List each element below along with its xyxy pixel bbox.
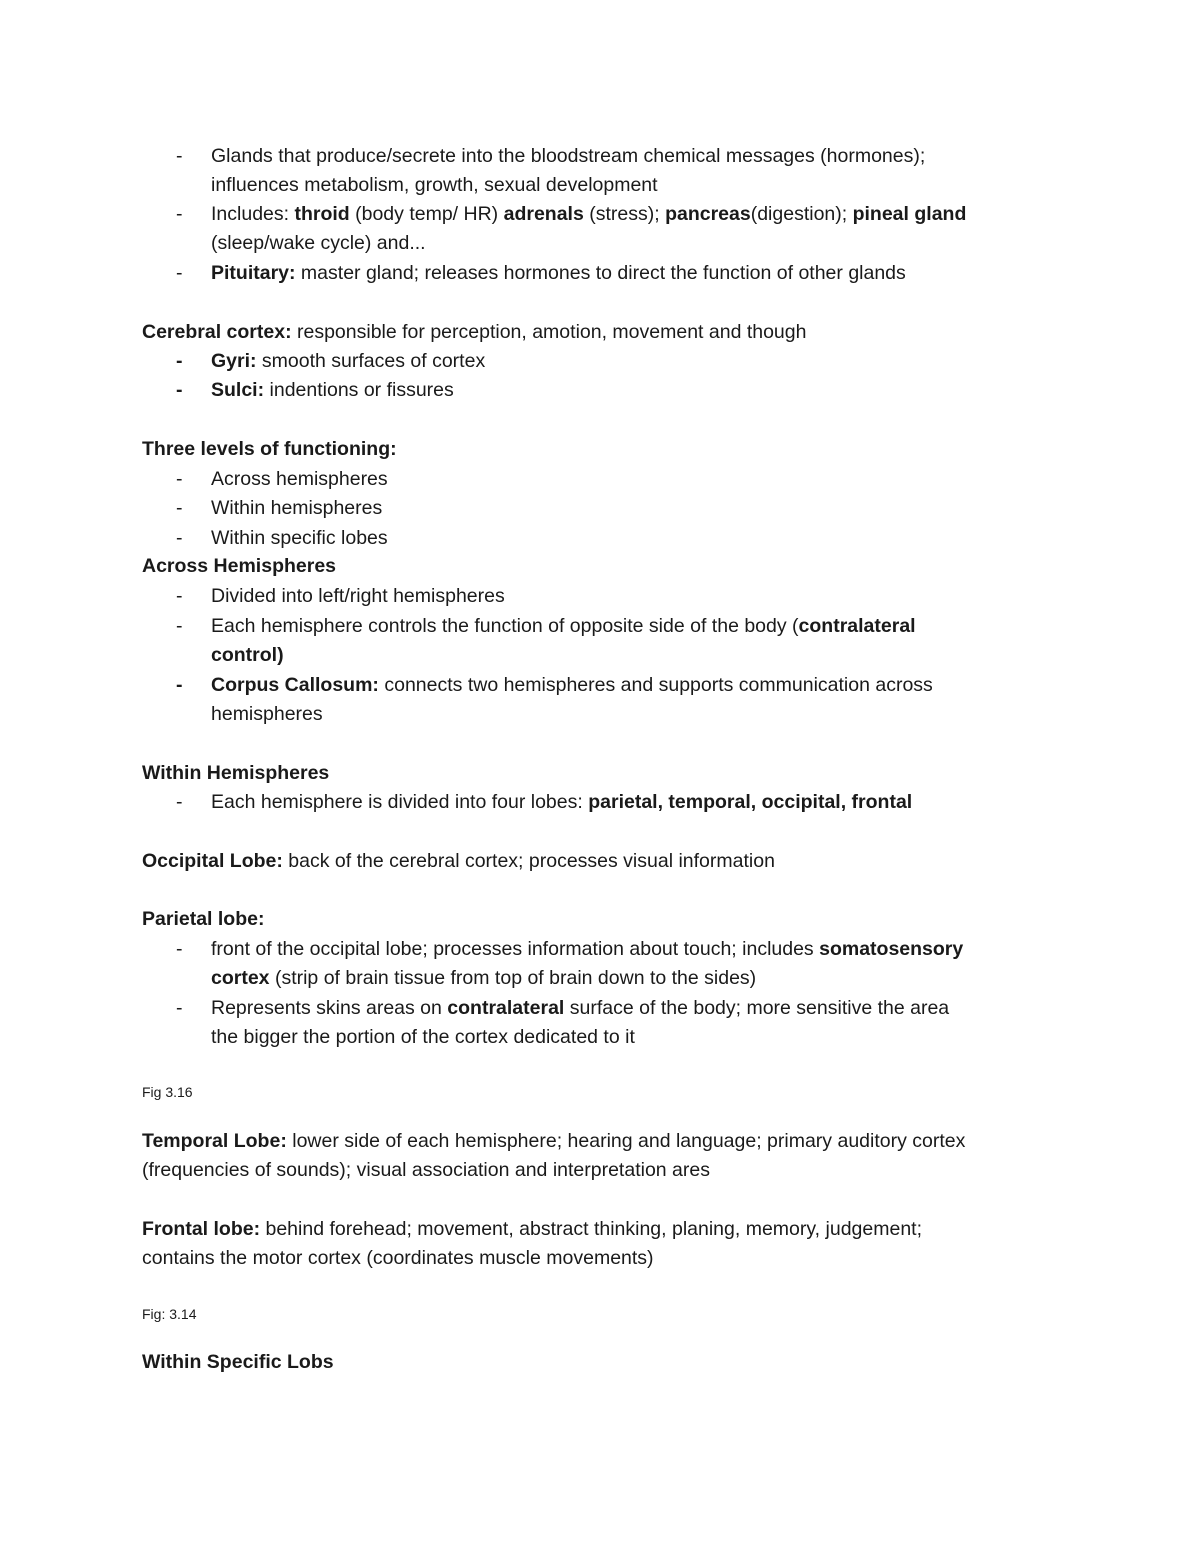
bullet-dash: - bbox=[176, 527, 183, 549]
across-item2-text: Each hemisphere controls the function of opposite side of the body ( bbox=[211, 615, 799, 637]
parietal-item1-line2-text: (strip of brain tissue from top of brain down to the sides) bbox=[269, 967, 757, 989]
gyri-term: Gyri: bbox=[211, 350, 257, 372]
frontal-lobe-line2: contains the motor cortex (coordinates muscle movements) bbox=[142, 1247, 654, 1269]
parietal-item2-text: Represents skins areas on bbox=[211, 997, 448, 1019]
parietal-item1-line1 bbox=[211, 937, 963, 961]
bullet-dash: - bbox=[176, 791, 183, 813]
frontal-lobe-line1 bbox=[142, 1217, 922, 1241]
corpus-callosum-line2: hemispheres bbox=[211, 703, 323, 725]
includes-label: Includes: bbox=[211, 203, 295, 225]
within-item1 bbox=[211, 790, 912, 814]
bullet-dash: - bbox=[176, 203, 183, 225]
bullet-dash: - bbox=[176, 145, 183, 167]
bullet-dash: - bbox=[176, 674, 183, 696]
gyri-desc: smooth surfaces of cortex bbox=[256, 350, 486, 372]
bullet-dash: - bbox=[176, 379, 183, 401]
glands-item1-line2: influences metabolism, growth, sexual development bbox=[211, 174, 658, 196]
temporal-term: Temporal Lobe: bbox=[142, 1130, 287, 1152]
bullet-dash: - bbox=[176, 615, 183, 637]
somatosensory-term: somatosensory bbox=[819, 938, 964, 960]
glands-item3 bbox=[211, 261, 906, 285]
corpus-callosum-desc: connects two hemispheres and supports communication across bbox=[378, 674, 933, 696]
glands-item2-line2: (sleep/wake cycle) and... bbox=[211, 232, 426, 254]
glands-item1-line1: Glands that produce/secrete into the bloodstream chemical messages (hormones); bbox=[211, 145, 926, 167]
occipital-desc: back of the cerebral cortex; processes visual information bbox=[282, 850, 775, 872]
adrenals-term: adrenals bbox=[503, 203, 584, 225]
bullet-dash: - bbox=[176, 997, 183, 1019]
bullet-dash: - bbox=[176, 262, 183, 284]
frontal-desc: behind forehead; movement, abstract thinking, planing, memory, judgement; bbox=[260, 1218, 923, 1240]
sulci-item bbox=[211, 378, 454, 402]
parietal-item2-line1 bbox=[211, 996, 949, 1020]
across-item2-line1 bbox=[211, 614, 916, 638]
occipital-lobe bbox=[142, 849, 775, 873]
temporal-lobe-line2: (frequencies of sounds); visual association and interpretation ares bbox=[142, 1159, 710, 1181]
cortex-term: cortex bbox=[211, 967, 270, 989]
bullet-dash: - bbox=[176, 468, 183, 490]
bullet-dash: - bbox=[176, 350, 183, 372]
frontal-term: Frontal lobe: bbox=[142, 1218, 261, 1240]
pancreas-desc: (digestion); bbox=[750, 203, 853, 225]
throid-desc: (body temp/ HR) bbox=[349, 203, 504, 225]
lobes-list: parietal, temporal, occipital, frontal bbox=[588, 791, 913, 813]
contralateral-term: contralateral bbox=[447, 997, 565, 1019]
sulci-term: Sulci: bbox=[211, 379, 265, 401]
pancreas-term: pancreas bbox=[665, 203, 751, 225]
parietal-item1-text: front of the occipital lobe; processes information about touch; includes bbox=[211, 938, 820, 960]
cerebral-desc: responsible for perception, amotion, movement and though bbox=[291, 321, 807, 343]
levels-item: Within specific lobes bbox=[211, 527, 388, 549]
pineal-term: pineal gland bbox=[852, 203, 967, 225]
levels-item: Within hemispheres bbox=[211, 497, 383, 519]
across-item1: Divided into left/right hemispheres bbox=[211, 585, 505, 607]
pituitary-desc: master gland; releases hormones to direct the function of other glands bbox=[295, 262, 906, 284]
bullet-dash: - bbox=[176, 938, 183, 960]
throid-term: throid bbox=[294, 203, 350, 225]
corpus-callosum-item bbox=[211, 673, 933, 697]
levels-item: Across hemispheres bbox=[211, 468, 388, 490]
across-heading: Across Hemispheres bbox=[142, 555, 337, 577]
parietal-item2-rest: surface of the body; more sensitive the area bbox=[564, 997, 950, 1019]
contralateral-term: contralateral bbox=[798, 615, 916, 637]
across-item2-line2: control) bbox=[211, 644, 284, 666]
temporal-lobe-line1 bbox=[142, 1129, 965, 1153]
figure-reference: Fig 3.16 bbox=[142, 1084, 193, 1100]
pituitary-term: Pituitary: bbox=[211, 262, 296, 284]
cerebral-cortex-heading bbox=[142, 320, 806, 344]
glands-item2-line1 bbox=[211, 202, 966, 226]
gyri-item bbox=[211, 349, 485, 373]
within-item1-text: Each hemisphere is divided into four lobes: bbox=[211, 791, 589, 813]
adrenals-desc: (stress); bbox=[583, 203, 666, 225]
cerebral-term: Cerebral cortex: bbox=[142, 321, 292, 343]
parietal-item1-line2 bbox=[211, 966, 756, 990]
bullet-dash: - bbox=[176, 585, 183, 607]
parietal-heading: Parietal lobe: bbox=[142, 908, 265, 930]
corpus-callosum-term: Corpus Callosum: bbox=[211, 674, 379, 696]
levels-heading: Three levels of functioning: bbox=[142, 438, 397, 460]
occipital-term: Occipital Lobe: bbox=[142, 850, 283, 872]
figure-reference: Fig: 3.14 bbox=[142, 1306, 197, 1322]
bullet-dash: - bbox=[176, 497, 183, 519]
parietal-item2-line2: the bigger the portion of the cortex dedicated to it bbox=[211, 1026, 635, 1048]
specific-lobes-heading: Within Specific Lobs bbox=[142, 1351, 334, 1373]
temporal-desc: lower side of each hemisphere; hearing and language; primary auditory cortex bbox=[286, 1130, 966, 1152]
sulci-desc: indentions or fissures bbox=[264, 379, 454, 401]
within-heading: Within Hemispheres bbox=[142, 762, 330, 784]
